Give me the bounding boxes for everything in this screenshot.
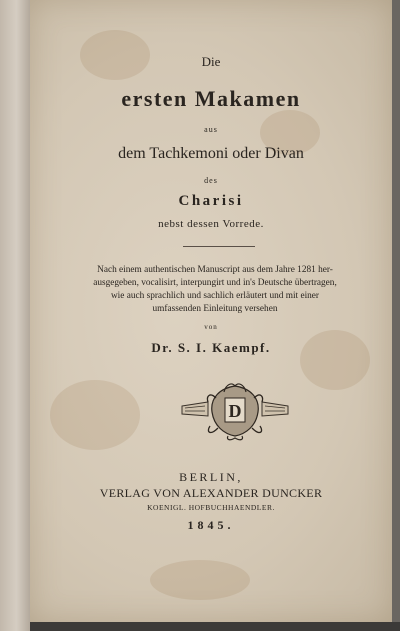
title-word-des: des [204,176,218,185]
description-line: ausgegeben, vocalisirt, interpungirt und in's Deutsche übertragen, [93,278,337,288]
description-paragraph [70,264,360,316]
source-title: dem Tachkemoni oder Divan [118,145,304,162]
main-title: ersten Makamen [121,86,301,111]
title-page [30,0,392,622]
title-word-von: von [204,323,218,331]
foxing-spot [150,560,250,600]
foxing-spot [50,380,140,450]
title-word-die: Die [201,54,221,69]
description-line: Nach einem authentischen Manuscript aus dem Jahre 1281 her- [97,265,333,275]
page-edge-right [392,0,400,631]
book-cover-edge [0,0,30,631]
editor-name: Dr. S. I. Kaempf. [151,340,271,355]
vignette-letter: D [228,401,242,421]
page-edge-bottom [30,622,400,631]
divider-rule [183,246,255,247]
foxing-spot [300,330,370,390]
publisher-title: KOENIGL. HOFBUCHHAENDLER. [147,503,275,512]
publication-place: BERLIN, [179,470,243,484]
original-author: Charisi [178,193,244,209]
publication-year: 1845. [187,518,235,532]
subtitle-nebst: nebst dessen Vorrede. [158,218,264,230]
description-line: wie auch sprachlich und sachlich erläutert und mit einer [110,291,320,301]
publisher-name: VERLAG VON ALEXANDER DUNCKER [99,486,323,500]
publisher-vignette [180,378,290,442]
title-word-aus: aus [204,125,218,134]
description-line: umfassenden Einleitung versehen [152,304,278,314]
